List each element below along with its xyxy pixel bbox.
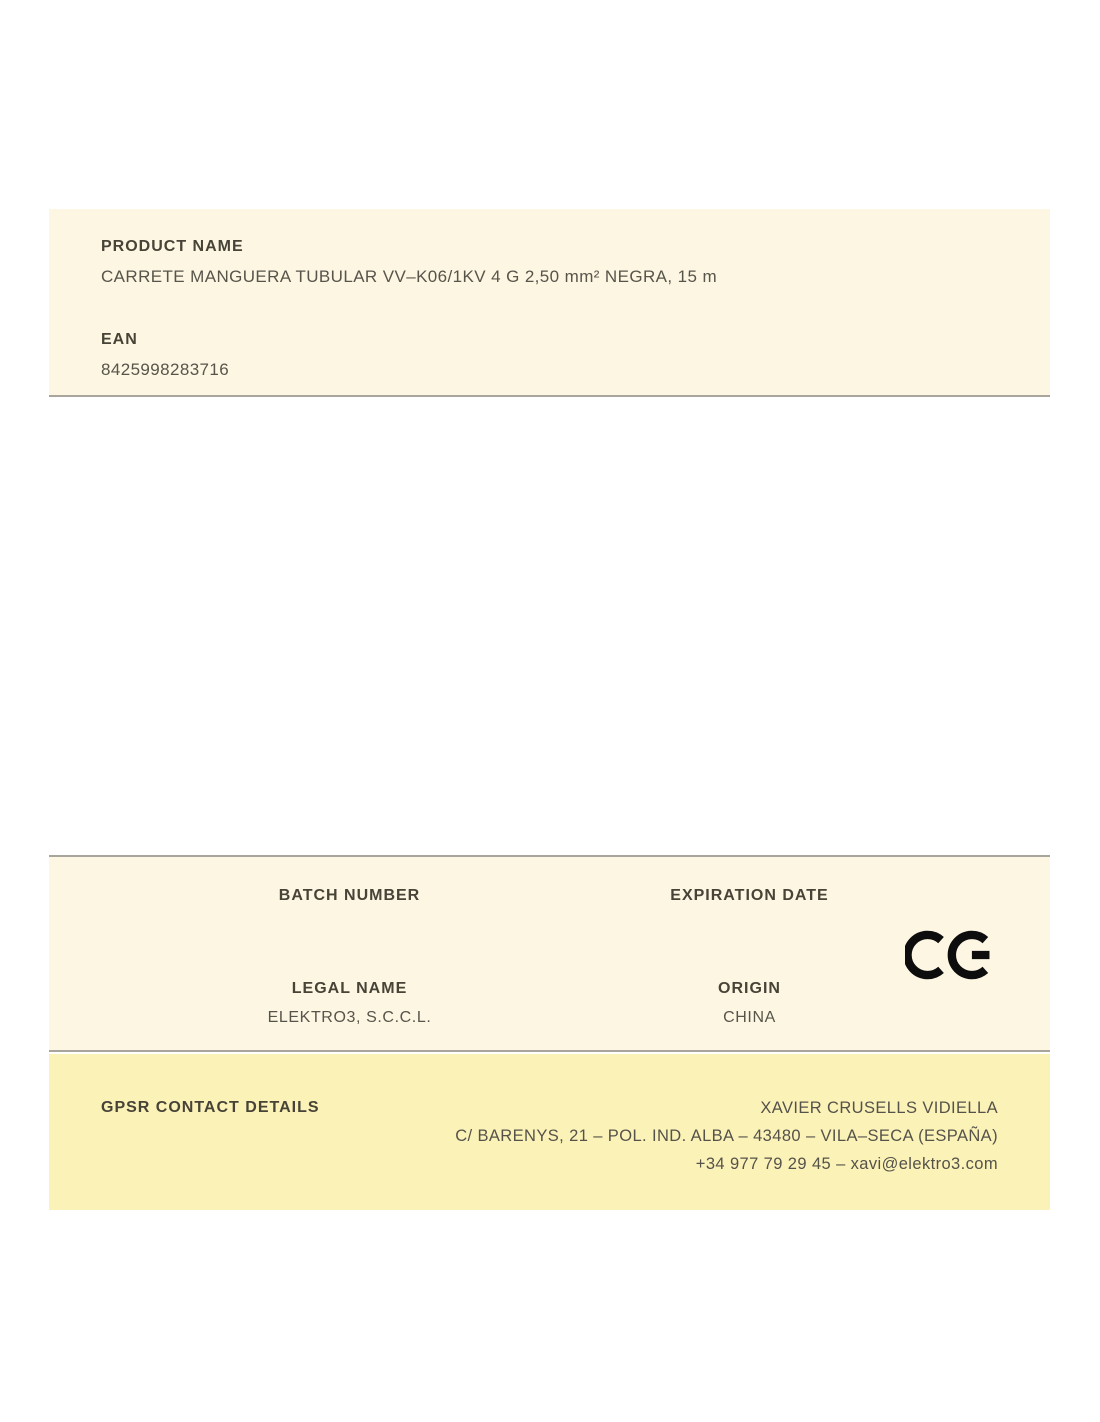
expiration-date-cell	[598, 887, 901, 916]
legal-name-label: LEGAL NAME	[291, 980, 408, 997]
product-name-value: CARRETE MANGUERA TUBULAR VV–K06/1KV 4 G 2,50 mm² NEGRA, 15 m	[101, 267, 718, 286]
contact-phone-email-line: +34 977 79 29 45 – xavi@elektro3.com	[695, 1155, 998, 1173]
batch-number-cell	[101, 887, 598, 916]
contact-address-line: C/ BARENYS, 21 – POL. IND. ALBA – 43480 – VILA–SECA (ESPAÑA)	[455, 1127, 998, 1145]
info-panel	[49, 855, 1050, 1052]
info-row1-spacer	[901, 887, 998, 916]
ean-field	[101, 331, 998, 380]
product-name-field	[101, 238, 998, 287]
ean-label: EAN	[101, 331, 138, 348]
contact-person-line: XAVIER CRUSELLS VIDIELLA	[760, 1099, 998, 1117]
origin-value: CHINA	[723, 1009, 776, 1026]
batch-number-label: BATCH NUMBER	[278, 887, 421, 904]
gpsr-contact-panel	[49, 1054, 1050, 1210]
gpsr-contact-lines	[320, 1094, 998, 1178]
legal-name-cell	[101, 980, 598, 1027]
legal-name-value: ELEKTRO3, S.C.C.L.	[267, 1009, 432, 1026]
ce-marking-icon	[905, 925, 997, 985]
origin-label: ORIGIN	[718, 980, 781, 997]
gpsr-contact-heading: GPSR CONTACT DETAILS	[101, 1099, 320, 1116]
product-panel	[49, 209, 1050, 397]
info-row-1	[101, 887, 998, 916]
product-name-label: PRODUCT NAME	[101, 238, 244, 255]
info-row-2	[101, 980, 998, 1027]
expiration-date-label: EXPIRATION DATE	[670, 887, 829, 904]
origin-cell	[598, 980, 901, 1027]
info-row2-spacer	[901, 980, 998, 1027]
ean-value: 8425998283716	[101, 360, 230, 379]
